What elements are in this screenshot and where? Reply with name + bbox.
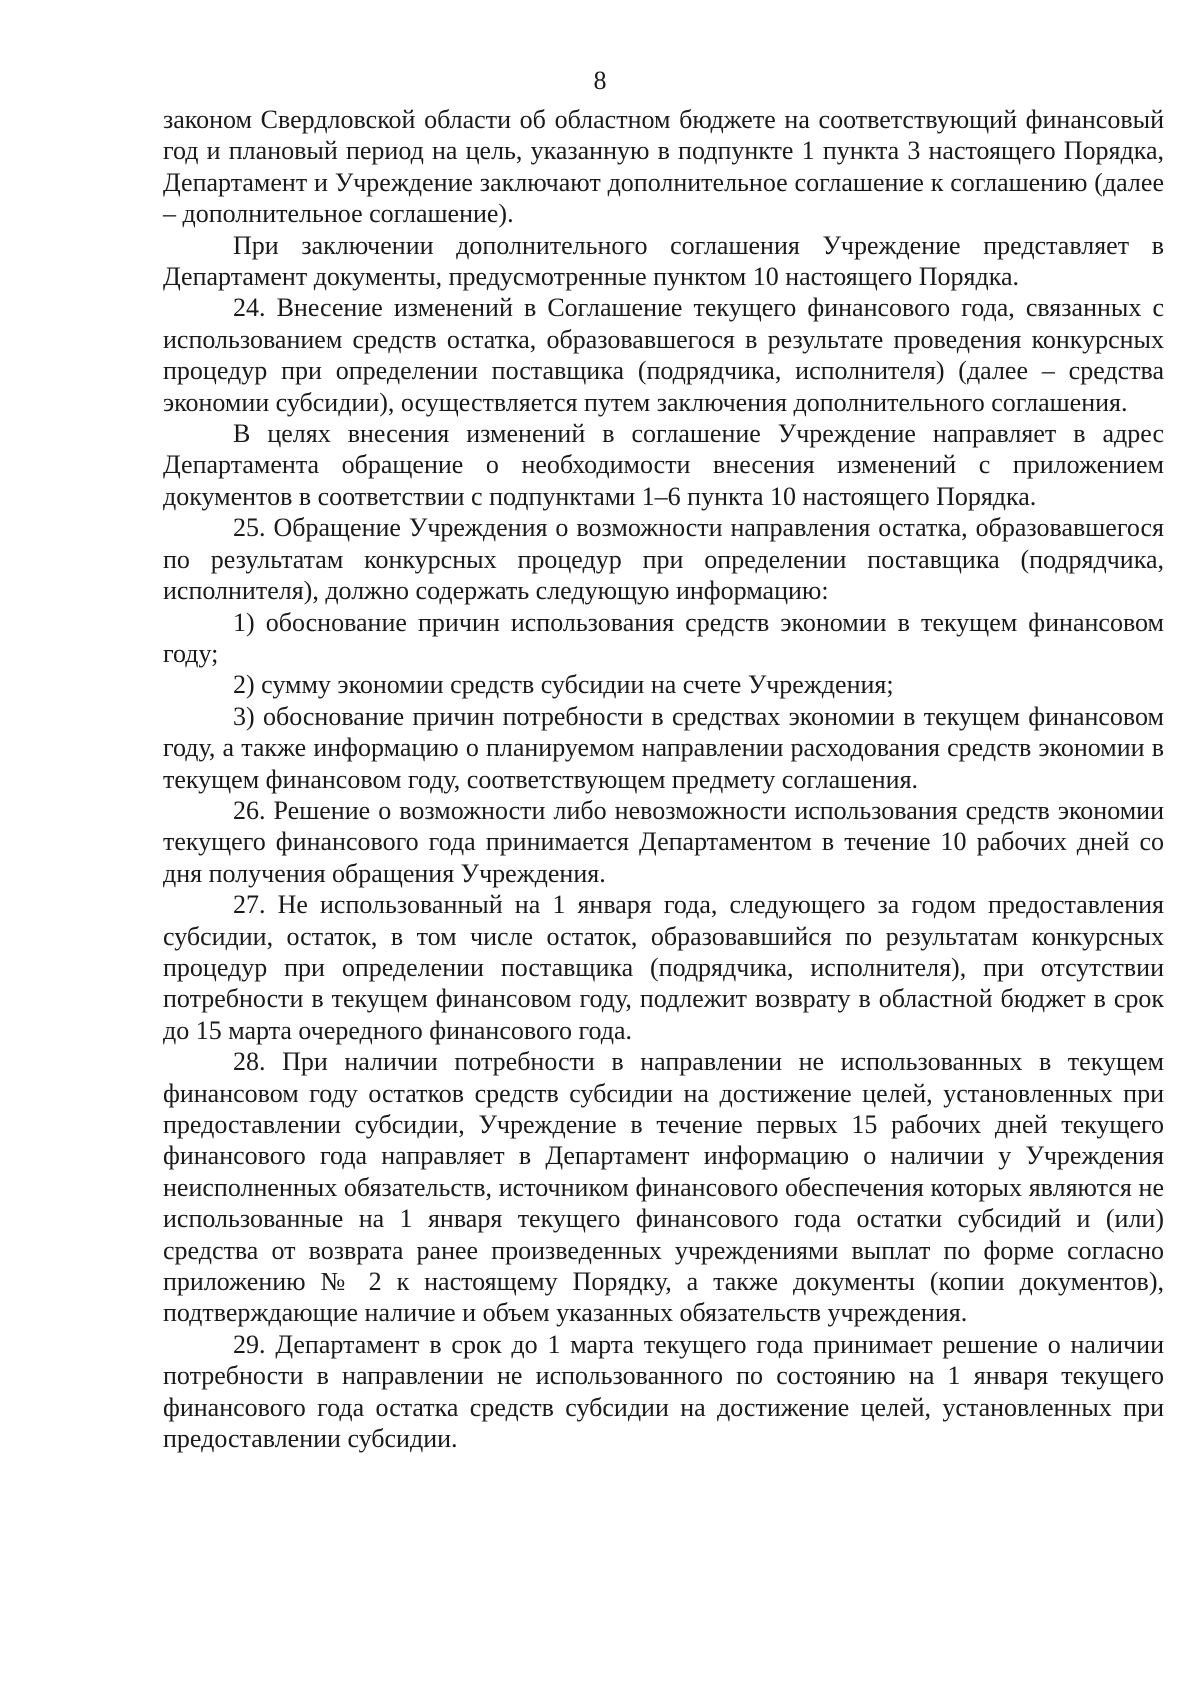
paragraph-item-25-sub-3: 3) обоснование причин потребности в средствах экономии в текущем финансовом году, а также информацию о планируемом направлении расходования средств экономии в текущем финансовом году, соответствующем предмету соглашения. xyxy=(163,701,1164,794)
paragraph-item-25-sub-1: 1) обоснование причин использования средств экономии в текущем финансовом году; xyxy=(163,607,1164,668)
paragraph-item-24: 24. Внесение изменений в Соглашение текущего финансового года, связанных с использованием средств остатка, образовавшегося в результате проведения конкурсных процедур при определении поставщика (подрядчика, исполнителя) (далее – средства экономии субсидии), осуществляется путем заключения дополнительного соглашения. xyxy=(163,293,1164,417)
paragraph-item-29: 29. Департамент в срок до 1 марта текущего года принимает решение о наличии потребности в направлении не использованного по состоянию на 1 января текущего финансового года остатка средств субсидии на достижение целей, установленных при предоставлении субсидии. xyxy=(163,1329,1164,1454)
paragraph-additional-agreement: При заключении дополнительного соглашения Учреждение представляет в Департамент документы, предусмотренные пунктом 10 настоящего Порядка. xyxy=(163,230,1164,292)
paragraph-item-24-note: В целях внесения изменений в соглашение Учреждение направляет в адрес Департамента обращение о необходимости внесения изменений с приложением документов в соответствии с подпунктами 1–6 пункта 10 настоящего Порядка. xyxy=(163,419,1164,511)
paragraph-item-25: 25. Обращение Учреждения о возможности направления остатка, образовавшегося по результатам конкурсных процедур при определении поставщика (подрядчика, исполнителя), должно содержать следующую информацию: xyxy=(163,513,1164,606)
document-body xyxy=(163,104,1164,1454)
paragraph-item-27: 27. Не использованный на 1 января года, следующего за годом предоставления субсидии, остаток, в том числе остаток, образовавшийся по результатам конкурсных процедур при определении поставщика (подрядчика, исполнителя), при отсутствии потребности в текущем финансовом году, подлежит возврату в областной бюджет в срок до 15 марта очередного финансового года. xyxy=(163,890,1164,1045)
paragraph-item-26: 26. Решение о возможности либо невозможности использования средств экономии текущего финансового года принимается Департаментом в течение 10 рабочих дней со дня получения обращения Учреждения. xyxy=(163,795,1164,888)
page-number: 8 xyxy=(593,66,607,95)
paragraph-continuation: законом Свердловской области об областном бюджете на соответствующий финансовый год и плановый период на цель, указанную в подпункте 1 пункта 3 настоящего Порядка, Департамент и Учреждение заключают дополнительное соглашение к соглашению (далее – дополнительное соглашение). xyxy=(163,105,1164,229)
paragraph-item-28: 28. При наличии потребности в направлении не использованных в текущем финансовом году остатков средств субсидии на достижение целей, установленных при предоставлении субсидии, Учреждение в течение первых 15 рабочих дней текущего финансового года направляет в Департамент информацию о наличии у Учреждения неисполненных обязательств, источником финансового обеспечения которых являются не использованные на 1 января текущего финансового года остатки субсидий и (или) средства от возврата ранее произведенных учреждениями выплат по форме согласно приложению № 2 к настоящему Порядку, а также документы (копии документов), подтверждающие наличие и объем указанных обязательств учреждения. xyxy=(163,1047,1164,1328)
paragraph-item-25-sub-2: 2) сумму экономии средств субсидии на счете Учреждения; xyxy=(233,670,894,700)
